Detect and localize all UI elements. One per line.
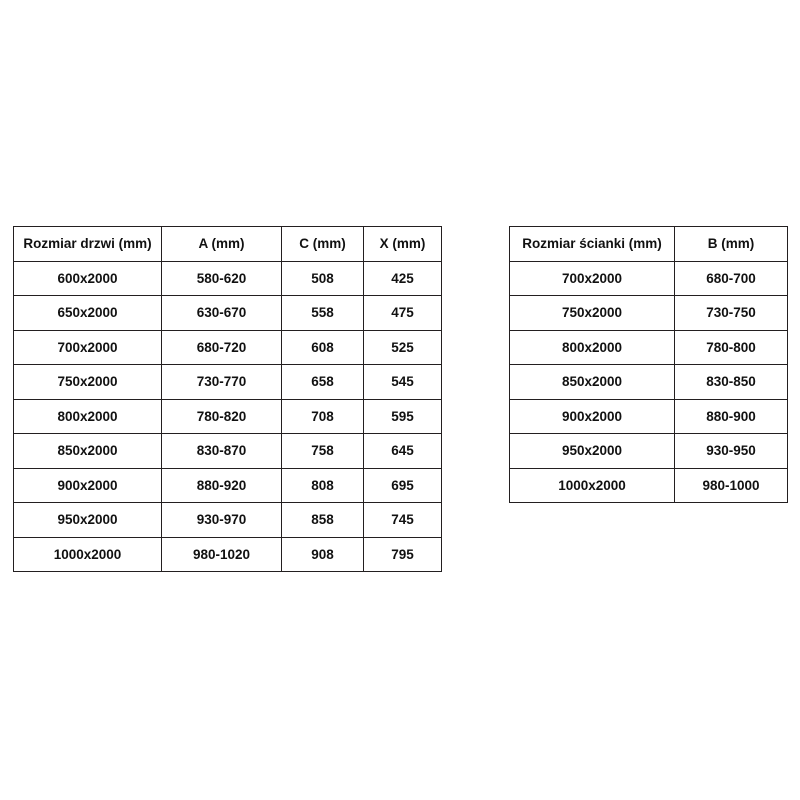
cell-b: 830-850 [675,365,788,400]
column-header-a: A (mm) [162,227,282,262]
cell-c: 858 [282,503,364,538]
table-row [510,468,788,503]
walls-size-table [509,226,788,503]
cell-b: 980-1000 [675,468,788,503]
cell-door-size: 1000x2000 [14,537,162,572]
table-row [14,330,442,365]
cell-b: 680-700 [675,261,788,296]
cell-wall-size: 850x2000 [510,365,675,400]
cell-door-size: 750x2000 [14,365,162,400]
cell-b: 780-800 [675,330,788,365]
table-row [14,261,442,296]
cell-wall-size: 700x2000 [510,261,675,296]
cell-x: 595 [364,399,442,434]
cell-door-size: 600x2000 [14,261,162,296]
table-row [510,296,788,331]
table-row [510,330,788,365]
cell-x: 645 [364,434,442,469]
cell-x: 695 [364,468,442,503]
cell-c: 708 [282,399,364,434]
table-row [14,296,442,331]
cell-door-size: 800x2000 [14,399,162,434]
column-header-door-size: Rozmiar drzwi (mm) [14,227,162,262]
cell-c: 658 [282,365,364,400]
cell-door-size: 850x2000 [14,434,162,469]
cell-x: 525 [364,330,442,365]
cell-c: 508 [282,261,364,296]
table-header-row [14,227,442,262]
cell-a: 780-820 [162,399,282,434]
cell-x: 425 [364,261,442,296]
cell-x: 475 [364,296,442,331]
cell-a: 880-920 [162,468,282,503]
cell-door-size: 950x2000 [14,503,162,538]
doors-size-table-container [13,226,442,572]
cell-wall-size: 1000x2000 [510,468,675,503]
table-row [510,261,788,296]
cell-a: 980-1020 [162,537,282,572]
cell-c: 908 [282,537,364,572]
cell-c: 558 [282,296,364,331]
cell-wall-size: 750x2000 [510,296,675,331]
table-row [14,503,442,538]
cell-a: 830-870 [162,434,282,469]
table-row [14,365,442,400]
cell-door-size: 650x2000 [14,296,162,331]
cell-c: 608 [282,330,364,365]
table-row [510,365,788,400]
cell-a: 730-770 [162,365,282,400]
table-row [14,399,442,434]
table-header-row [510,227,788,262]
cell-x: 795 [364,537,442,572]
cell-x: 545 [364,365,442,400]
column-header-x: X (mm) [364,227,442,262]
cell-wall-size: 900x2000 [510,399,675,434]
cell-door-size: 700x2000 [14,330,162,365]
table-row [510,434,788,469]
cell-a: 630-670 [162,296,282,331]
cell-c: 808 [282,468,364,503]
table-row [510,399,788,434]
column-header-c: C (mm) [282,227,364,262]
cell-wall-size: 950x2000 [510,434,675,469]
cell-b: 880-900 [675,399,788,434]
column-header-b: B (mm) [675,227,788,262]
cell-door-size: 900x2000 [14,468,162,503]
table-row [14,468,442,503]
cell-wall-size: 800x2000 [510,330,675,365]
cell-c: 758 [282,434,364,469]
table-row [14,434,442,469]
doors-size-table [13,226,442,572]
cell-b: 730-750 [675,296,788,331]
cell-b: 930-950 [675,434,788,469]
cell-a: 580-620 [162,261,282,296]
walls-size-table-container [509,226,788,503]
column-header-wall-size: Rozmiar ścianki (mm) [510,227,675,262]
table-row [14,537,442,572]
cell-a: 680-720 [162,330,282,365]
cell-x: 745 [364,503,442,538]
cell-a: 930-970 [162,503,282,538]
